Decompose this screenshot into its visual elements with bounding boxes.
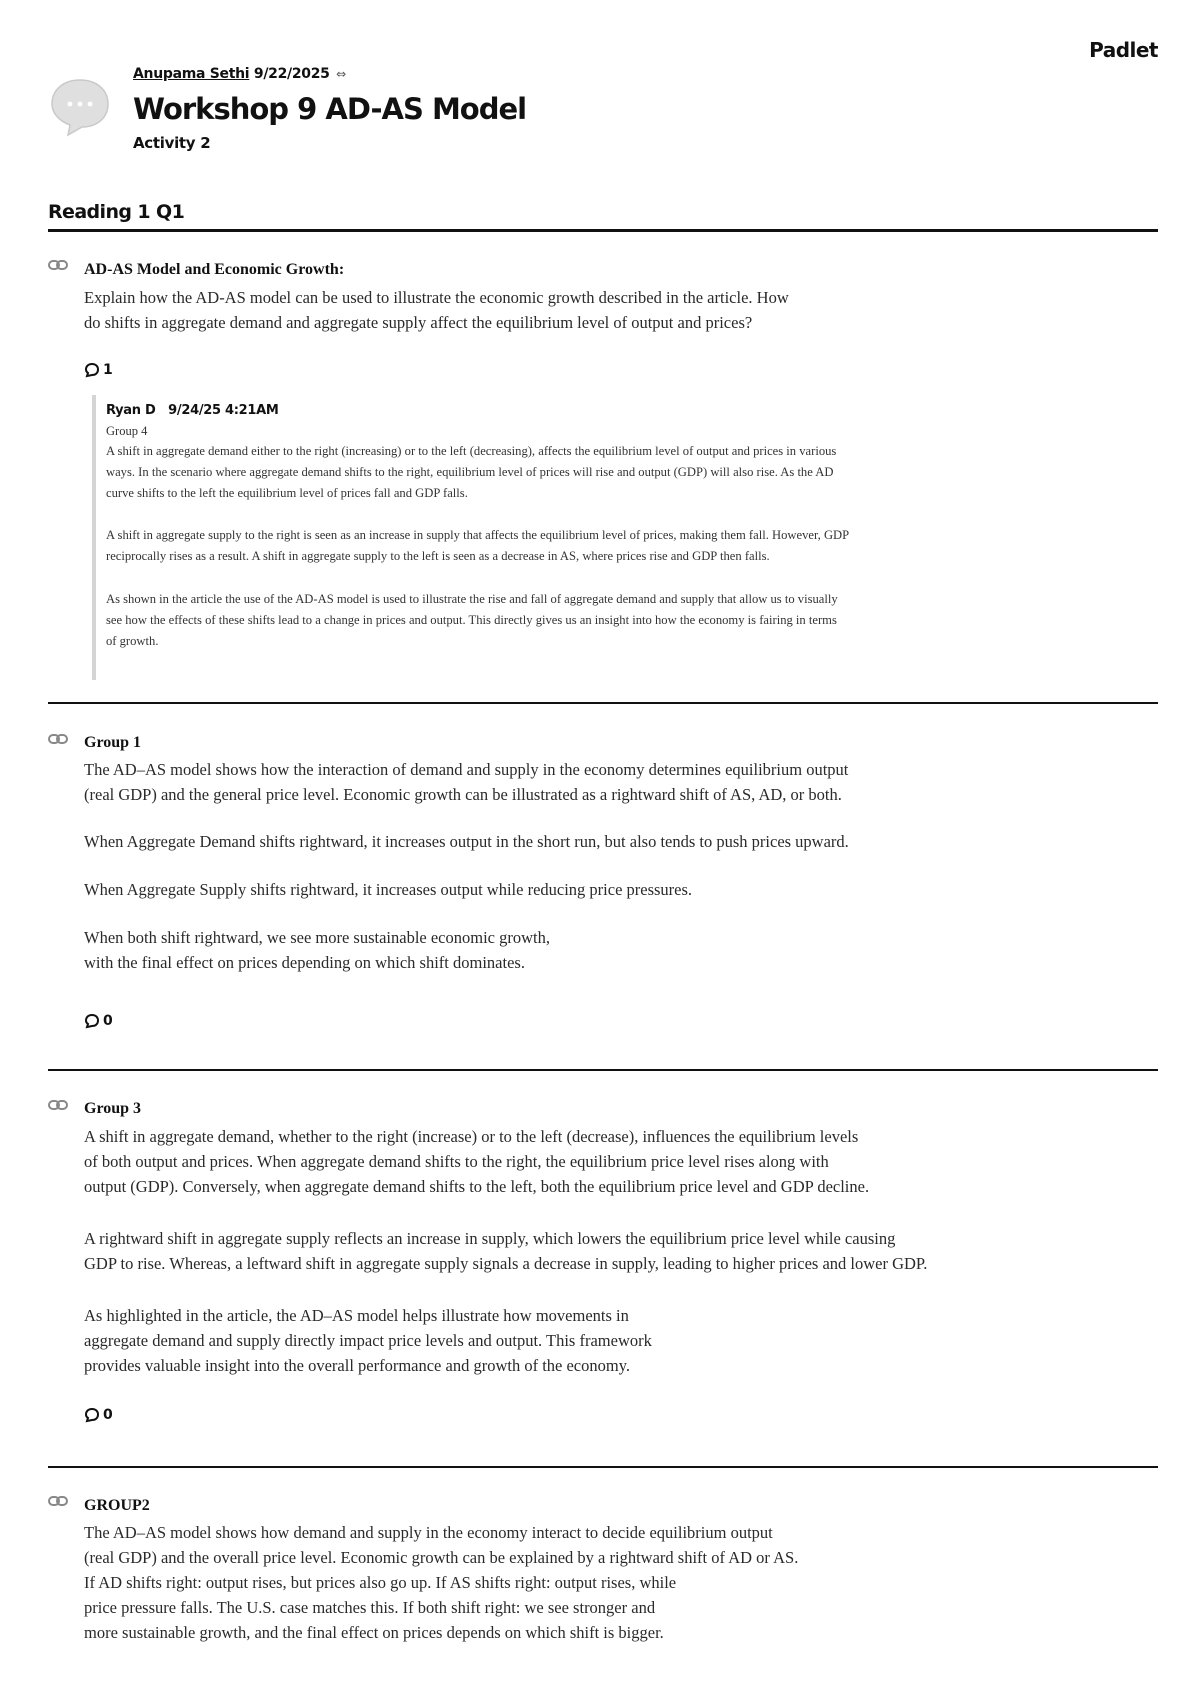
post-divider [48, 1466, 1158, 1468]
post-body-line: A shift in aggregate demand, whether to the right (increase) or to the left (decrease), influences the equilibrium levels [84, 1127, 859, 1146]
comment-count-value: 0 [103, 1013, 113, 1029]
reply-group: Group 4 [106, 424, 148, 438]
post-body-line: GDP to rise. Whereas, a leftward shift in aggregate supply signals a decrease in supply, leading to higher prices and lower GDP. [84, 1254, 928, 1273]
comment-count[interactable] [84, 362, 113, 378]
reply-text-line: of growth. [106, 634, 159, 648]
post-body-line: When Aggregate Supply shifts rightward, it increases output while reducing price pressures. [84, 880, 693, 899]
post-meta [133, 66, 346, 82]
comment-icon [84, 1013, 100, 1029]
comment-icon [84, 1407, 100, 1423]
post-body-line: When Aggregate Demand shifts rightward, it increases output in the short run, but also tends to push prices upward. [84, 832, 849, 851]
post-body-line: (real GDP) and the overall price level. Economic growth can be explained by a rightward shift of AD or AS. [84, 1548, 799, 1567]
reply-text-line: reciprocally rises as a result. A shift in aggregate supply to the left is seen as a decrease in AS, where prices rise and GDP then falls. [106, 549, 770, 563]
post-title: Group 3 [84, 1100, 142, 1117]
section-title: Reading 1 Q1 [48, 201, 185, 223]
post-body-line: do shifts in aggregate demand and aggregate supply affect the equilibrium level of output and prices? [84, 313, 753, 332]
reply-text-line: A shift in aggregate demand either to the right (increasing) or to the left (decreasing), affects the equilibrium level of output and prices in various [106, 444, 837, 458]
post-body-line: The AD–AS model shows how the interaction of demand and supply in the economy determines equilibrium output [84, 760, 849, 779]
link-icon[interactable] [48, 733, 68, 745]
post-body-line: provides valuable insight into the overall performance and growth of the economy. [84, 1356, 631, 1375]
reply-text-line: ways. In the scenario where aggregate demand shifts to the right, equilibrium level of prices will rise and output (GDP) will also rise. As the AD [106, 465, 834, 479]
comment-icon [84, 362, 100, 378]
reply-text-line: As shown in the article the use of the AD-AS model is used to illustrate the rise and fall of aggregate demand and supply that allow us to visually [106, 592, 838, 606]
post-body-line: (real GDP) and the general price level. Economic growth can be illustrated as a rightward shift of AS, AD, or both. [84, 785, 842, 804]
post-body-line: price pressure falls. The U.S. case matches this. If both shift right: we see stronger and [84, 1598, 656, 1617]
link-icon[interactable] [48, 1495, 68, 1507]
reply-timestamp: 9/24/25 4:21AM [168, 403, 279, 418]
author-link[interactable]: Anupama Sethi [133, 66, 250, 82]
link-icon[interactable] [48, 1099, 68, 1111]
comment-count[interactable] [84, 1407, 113, 1423]
post-body-line: aggregate demand and supply directly impact price levels and output. This framework [84, 1331, 652, 1350]
post-divider [48, 702, 1158, 704]
link-icon[interactable]: ⇔ [336, 67, 346, 81]
reply-author [106, 403, 279, 418]
post-title: Group 1 [84, 734, 142, 751]
post-body-line: A rightward shift in aggregate supply reflects an increase in supply, which lowers the equilibrium price level while causing [84, 1229, 896, 1248]
post-body-line: with the final effect on prices depending on which shift dominates. [84, 953, 525, 972]
comment-count-value: 0 [103, 1407, 113, 1423]
post-body-line: more sustainable growth, and the final effect on prices depends on which shift is bigger. [84, 1623, 664, 1642]
post-body-line: output (GDP). Conversely, when aggregate demand shifts to the left, both the equilibrium price level and GDP decline. [84, 1177, 870, 1196]
section-divider [48, 229, 1158, 232]
post-body-line: Explain how the AD-AS model can be used to illustrate the economic growth described in the article. How [84, 288, 789, 307]
post-body-line: of both output and prices. When aggregate demand shifts to the right, the equilibrium price level rises along with [84, 1152, 829, 1171]
post-body-line: The AD–AS model shows how demand and supply in the economy interact to decide equilibrium output [84, 1523, 773, 1542]
post-body-line: If AD shifts right: output rises, but prices also go up. If AS shifts right: output rises, while [84, 1573, 677, 1592]
page-title: Workshop 9 AD-AS Model [133, 92, 527, 126]
page-subtitle: Activity 2 [133, 134, 211, 152]
reply-text-line: curve shifts to the left the equilibrium level of prices fall and GDP falls. [106, 486, 468, 500]
padlet-logo: Padlet [1089, 38, 1158, 62]
reply-author-name[interactable]: Ryan D [106, 403, 156, 418]
post-divider [48, 1069, 1158, 1071]
link-icon[interactable] [48, 259, 68, 271]
reply-text-line: A shift in aggregate supply to the right is seen as an increase in supply that affects the equilibrium level of prices, making them fall. However, GDP [106, 528, 850, 542]
reply-text-line: see how the effects of these shifts lead to a change in prices and output. This directly gives us an insight into how the economy is fairing in terms [106, 613, 837, 627]
reply-indent-bar [92, 395, 96, 680]
speech-bubble-avatar-icon [48, 74, 112, 138]
comment-count-value: 1 [103, 362, 113, 378]
post-title: GROUP2 [84, 1497, 150, 1514]
post-body-line: When both shift rightward, we see more sustainable economic growth, [84, 928, 550, 947]
comment-count[interactable] [84, 1013, 113, 1029]
post-body-line: As highlighted in the article, the AD–AS model helps illustrate how movements in [84, 1306, 629, 1325]
post-date: 9/22/2025 [253, 66, 330, 82]
post-title: AD-AS Model and Economic Growth: [84, 261, 345, 278]
